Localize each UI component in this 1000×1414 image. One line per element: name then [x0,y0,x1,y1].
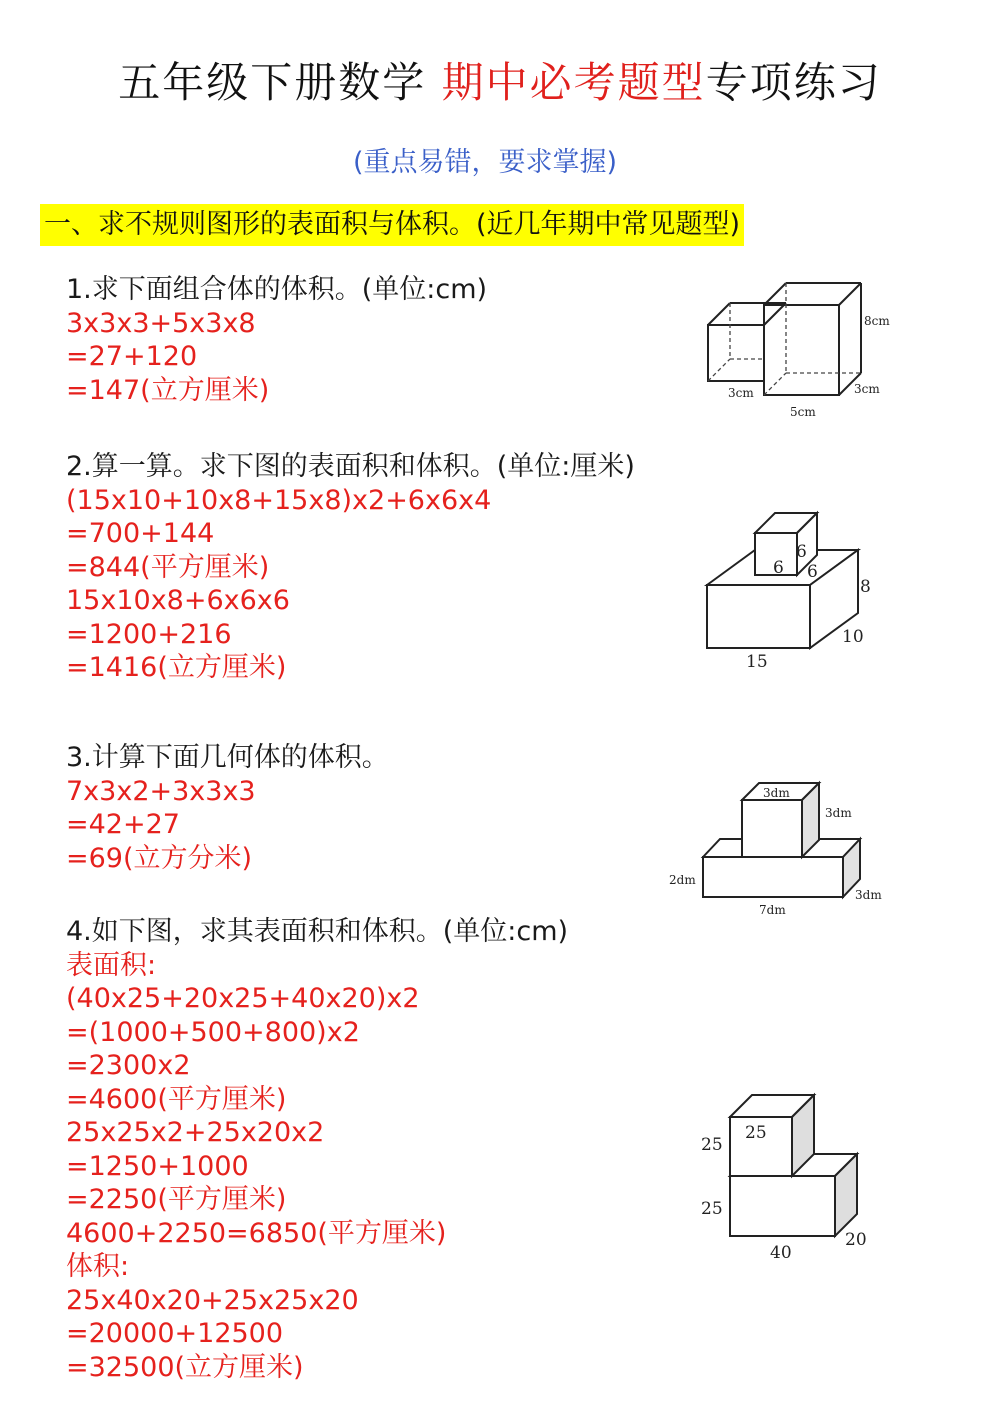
section-heading: 一、求不规则图形的表面积与体积。(近几年期中常见题型) [40,204,744,246]
solution-line: 7x3x2+3x3x3 [66,775,256,807]
title-part-2: 专项练习 [705,58,882,107]
fig-label: 25 [701,1135,723,1155]
solution-line: =1416(立方厘米) [66,652,287,683]
solution-line: =27+120 [66,341,198,372]
solution-line: 25x40x20+25x25x20 [66,1284,359,1316]
question-3 [66,741,389,875]
fig-label: 8cm [864,314,890,328]
solution-line: 4600+2250=6850(平方厘米) [66,1217,447,1249]
fig-label: 6 [773,558,784,578]
fig-label: 20 [845,1230,867,1250]
figure-q3-stepped-solid [665,775,895,920]
question-2 [66,450,635,685]
solution-line: =2300x2 [66,1050,191,1081]
solution-line: =(1000+500+800)x2 [66,1016,360,1048]
solution-line: =20000+12500 [66,1318,284,1349]
fig-label: 3cm [728,386,754,400]
solution-line: 3x3x3+5x3x8 [66,307,256,339]
solution-line: =32500(立方厘米) [66,1351,304,1383]
solution-line: =69(立方分米) [66,842,253,874]
solution-line: =1250+1000 [66,1150,249,1182]
question-2-prompt: 2.算一算。求下图的表面积和体积。(单位:厘米) [66,451,635,482]
figure-q1-combined-cuboids [690,275,900,425]
fig-label: 3dm [825,806,852,820]
fig-label: 15 [746,652,768,672]
solution-line: 体积: [66,1251,130,1282]
solution-line: =42+27 [66,809,180,840]
solution-line: =4600(平方厘米) [66,1083,287,1115]
fig-label: 6 [807,562,818,582]
fig-label: 25 [701,1199,723,1219]
solution-line: =700+144 [66,518,215,549]
solution-line: 25x25x2+25x20x2 [66,1117,325,1148]
solution-line: =844(平方厘米) [66,551,270,583]
fig-label: 3cm [854,382,880,396]
question-1 [66,273,487,407]
fig-label: 3dm [763,786,790,800]
solution-line: =1200+216 [66,618,232,650]
fig-label: 8 [860,577,871,597]
solution-line: =2250(平方厘米) [66,1184,287,1215]
solution-line: =147(立方厘米) [66,374,270,406]
page-title [0,50,1000,110]
fig-label: 6 [796,542,807,562]
title-highlight: 期中必考题型 [441,58,706,107]
fig-label: 40 [770,1243,792,1263]
fig-label: 2dm [669,873,696,887]
fig-label: 10 [842,627,864,647]
solution-line: (40x25+20x25+40x20)x2 [66,983,420,1014]
question-1-prompt: 1.求下面组合体的体积。(单位:cm) [66,274,488,305]
solution-line: 表面积: [66,949,157,981]
fig-label: 3dm [855,888,882,902]
fig-label: 5cm [790,405,816,419]
question-4 [66,915,568,1384]
question-4-prompt: 4.如下图，求其表面积和体积。(单位:cm) [66,916,569,947]
title-part-1: 五年级下册数学 [118,58,427,107]
figure-q4-l-shaped-solid [695,1090,885,1265]
fig-label: 7dm [759,903,786,917]
figure-q2-cube-on-cuboid [690,505,890,680]
solution-line: 15x10x8+6x6x6 [66,585,290,616]
fig-label: 25 [745,1123,767,1143]
question-3-prompt: 3.计算下面几何体的体积。 [66,742,389,773]
subtitle: (重点易错，要求掌握) [352,147,618,178]
solution-line: (15x10+10x8+15x8)x2+6x6x4 [66,484,492,516]
